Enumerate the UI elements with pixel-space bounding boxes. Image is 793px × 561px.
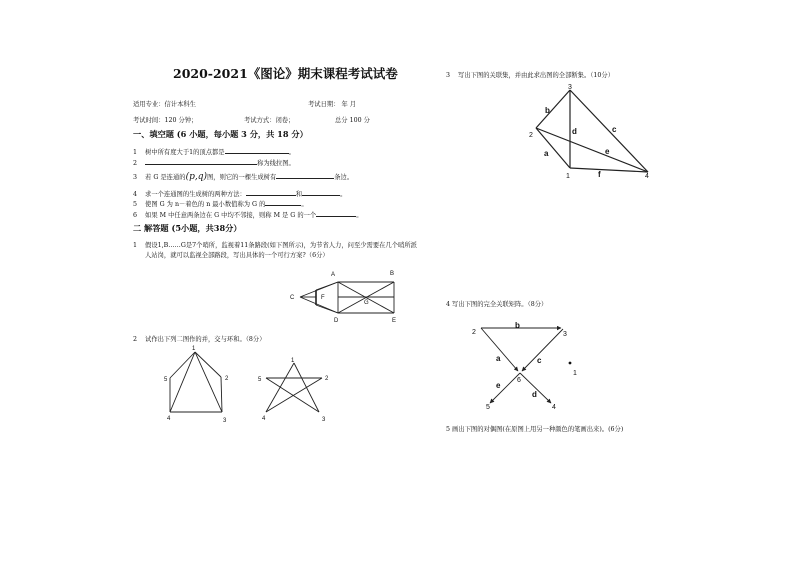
vertex-label: 1	[291, 358, 295, 364]
solve-question-4: 4 写出下图的完全关联矩阵。（8分）	[446, 301, 548, 308]
edge-label: f	[598, 170, 601, 179]
vertex-label: 3	[223, 418, 227, 424]
vertex-label: 4	[262, 416, 266, 422]
edge-label: d	[532, 390, 537, 399]
edge	[316, 282, 338, 290]
fill-question-5: 5 使图 G 为 n－着色的 n 最小数值称为 G 的 。	[133, 198, 308, 208]
edge-label: b	[545, 106, 550, 115]
fill-question-3: 3 若 G 是连通的(p,q)图，则它的一棵生成树有 条边。	[133, 172, 354, 182]
vertex-label: D	[334, 318, 339, 324]
fill-question-1: 1 树中所有度大于1的顶点都是 。	[133, 146, 295, 156]
answer-blank[interactable]	[145, 157, 257, 165]
edge-label: e	[605, 147, 610, 156]
edge	[195, 352, 221, 377]
vertex-label: 1	[566, 173, 570, 180]
exam-date-label: 考试日期： 年 月	[308, 101, 357, 108]
vertex-label: 2	[472, 329, 476, 336]
major-label: 适用专业：信计本科生	[133, 101, 196, 108]
edge	[536, 128, 648, 172]
isolated-vertex	[569, 362, 572, 365]
answer-blank[interactable]	[246, 188, 296, 196]
vertex-label: 6	[517, 377, 521, 384]
vertex-label: G	[364, 300, 369, 306]
edge	[536, 90, 570, 128]
vertex-label: 5	[164, 377, 168, 383]
solve-question-1-line1: 1 假设1,B……G是7个哨所，监视着11条路段(如下图所示)，为节省人力，问至少需要在几个哨所派	[133, 242, 417, 249]
vertex-label: 4	[645, 173, 649, 180]
vertex-label: 3	[563, 331, 567, 338]
edge	[536, 128, 570, 168]
vertex-label: 2	[529, 132, 533, 139]
answer-blank[interactable]	[225, 146, 289, 154]
vertex-label: B	[390, 271, 395, 277]
cut-set-graph	[525, 82, 660, 182]
guard-post-graph	[285, 265, 410, 327]
vertex-label: 3	[322, 417, 326, 423]
solve-question-2: 2 试作出下列二图作的并，交与环和。（8分）	[133, 336, 266, 343]
edge	[522, 329, 563, 371]
solve-question-1-line2: 人站岗，就可以监视全部路段，写出具体的一个可行方案?（6分）	[145, 252, 329, 259]
edge	[195, 352, 222, 412]
vertex-label: 2	[225, 376, 229, 382]
solve-question-5: 5 画出下图的对偶图(在原图上用另一种颜色的笔画出来)。(6分)	[446, 426, 624, 433]
vertex-label: 1	[573, 370, 577, 377]
vertex-label: E	[392, 318, 397, 324]
vertex-label: F	[321, 295, 325, 301]
exam-time-label: 考试时间：120 分钟；	[133, 117, 198, 124]
vertex-label: A	[331, 272, 336, 278]
edge	[170, 352, 195, 412]
edge-label: b	[515, 321, 520, 330]
vertex-label: 4	[167, 416, 171, 422]
answer-blank[interactable]	[276, 171, 334, 179]
fill-question-6: 6 如果 M 中任意两条边在 G 中均不邻接，则称 M 是 G 的一个 。	[133, 209, 363, 219]
edge-label: c	[537, 356, 542, 365]
answer-blank[interactable]	[302, 188, 340, 196]
vertex-label: C	[290, 295, 295, 301]
edge-label: a	[544, 149, 549, 158]
edge-label: e	[496, 381, 501, 390]
vertex-label: 2	[325, 376, 329, 382]
answer-blank[interactable]	[265, 198, 301, 206]
edge	[221, 377, 222, 412]
page-title: 2020-2021《图论》期末课程考试试卷	[173, 66, 398, 81]
solve-question-3: 3 写出下图的关联集，并由此求出图的全部断集。（10分）	[446, 72, 615, 79]
section1-heading: 一、填空题 (6 小题，每小题 3 分，共 18 分）	[133, 129, 308, 139]
edge	[570, 168, 648, 172]
answer-blank[interactable]	[316, 209, 356, 217]
edge-label: a	[496, 354, 501, 363]
vertex-label: 1	[192, 346, 196, 352]
fill-question-4: 4 求一个连通图的生成树的两种方法： 和 。	[133, 188, 346, 198]
edge	[266, 363, 294, 412]
vertex-label: 5	[258, 377, 262, 383]
edge-label: c	[612, 125, 617, 134]
edge	[316, 305, 338, 313]
star-graph	[255, 355, 335, 425]
vertex-label: 5	[486, 404, 490, 411]
edge	[570, 90, 648, 172]
pentagon-graph	[160, 345, 240, 425]
edge	[170, 352, 195, 378]
edge	[481, 328, 518, 371]
section2-heading: 二 解答题 (5小题，共38分）	[133, 223, 242, 233]
total-score-label: 总分 100 分	[335, 117, 370, 124]
incidence-matrix-graph	[470, 318, 590, 413]
fill-question-2: 2 称为线拉图。	[133, 157, 295, 167]
vertex-label: 3	[568, 84, 572, 91]
edge-label: d	[572, 127, 577, 136]
vertex-label: 4	[552, 404, 556, 411]
exam-mode-label: 考试方式：闭卷；	[244, 117, 295, 124]
edge	[490, 373, 520, 403]
